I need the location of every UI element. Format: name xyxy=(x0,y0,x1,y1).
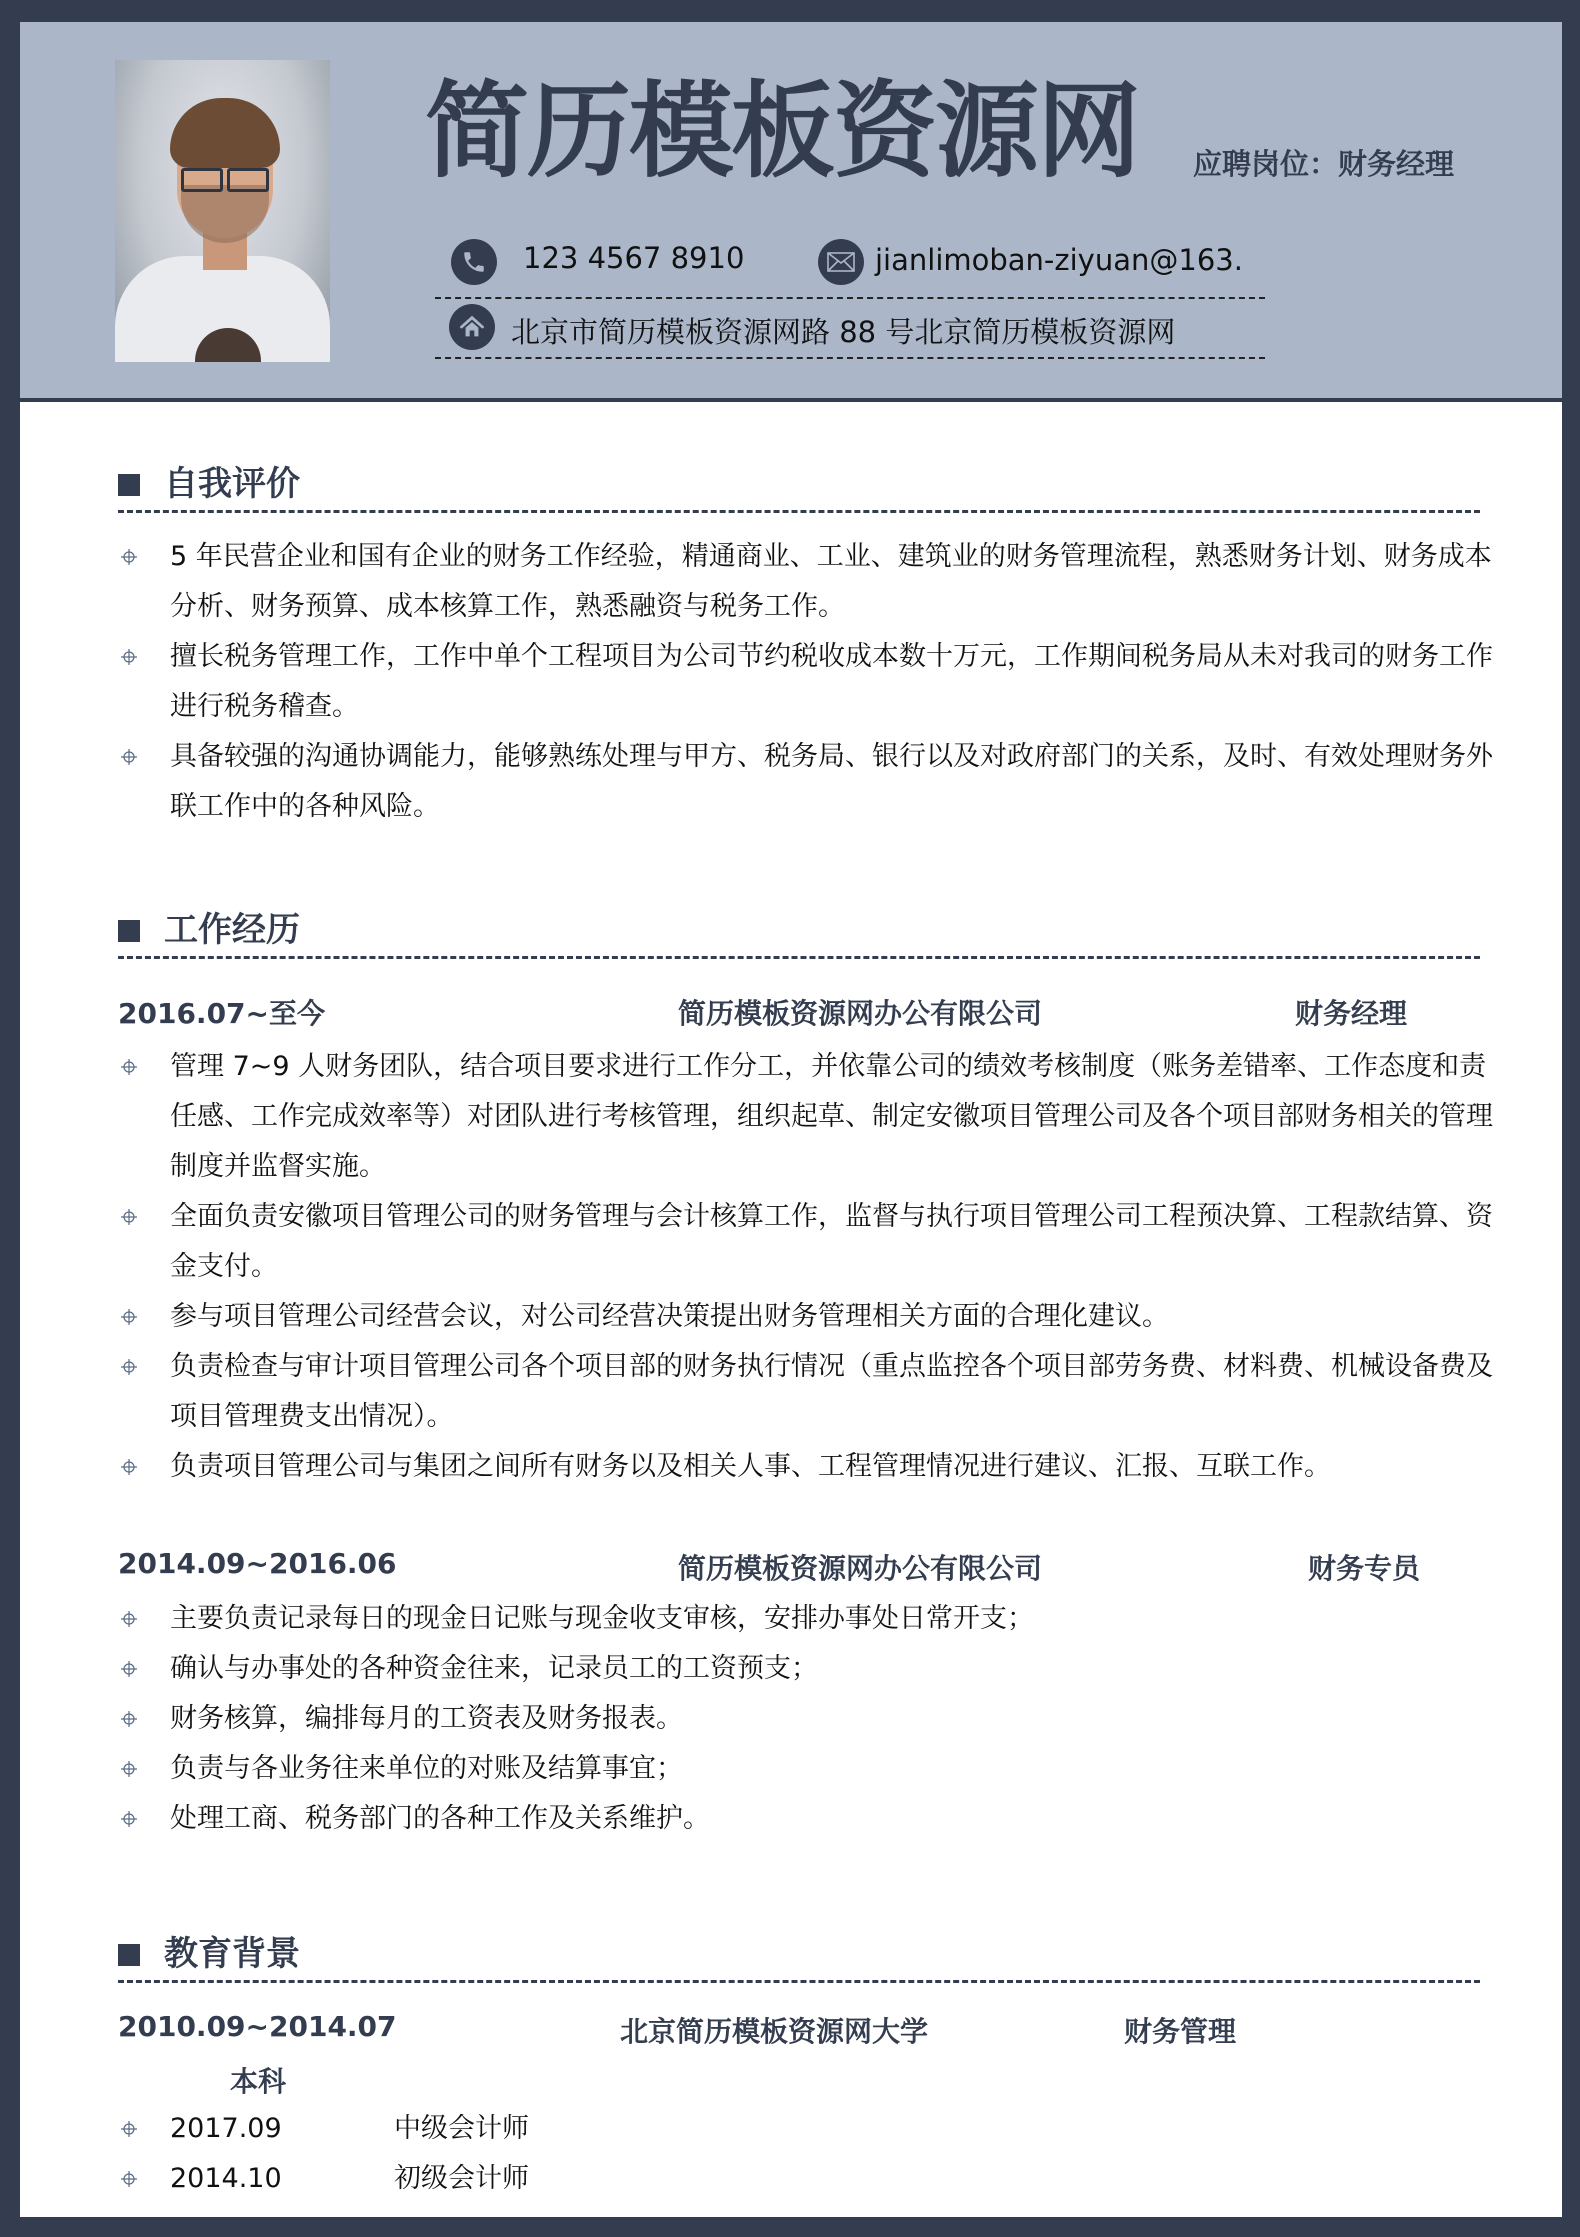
crosshair-bullet-icon xyxy=(120,1760,138,1778)
section-title: 教育背景 xyxy=(164,1934,300,1974)
list-item: 具备较强的沟通协调能力，能够熟练处理与甲方、税务局、银行以及对政府部门的关系，及时、有效处理财务外联工作中的各种风险。 xyxy=(118,732,1498,832)
crosshair-bullet-icon xyxy=(120,748,138,766)
section-square-icon xyxy=(118,920,140,942)
education-entry-header xyxy=(118,2010,1498,2050)
resume-name: 简历模板资源网 xyxy=(425,74,1140,190)
resume-page xyxy=(20,22,1562,2217)
job-company: 简历模板资源网办公有限公司 xyxy=(678,997,1043,1030)
crosshair-bullet-icon xyxy=(120,2120,138,2138)
list-item: 擅长税务管理工作，工作中单个工程项目为公司节约税收成本数十万元，工作期间税务局从未对我司的财务工作进行税务稽查。 xyxy=(118,632,1498,732)
contact-row-2 xyxy=(435,302,1265,359)
home-address: 北京市简历模板资源网路 88 号北京简历模板资源网 xyxy=(511,315,1176,349)
crosshair-bullet-icon xyxy=(120,1208,138,1226)
crosshair-bullet-icon xyxy=(120,1308,138,1326)
crosshair-bullet-icon xyxy=(120,1358,138,1376)
job-entry-header xyxy=(118,992,1498,1032)
crosshair-bullet-icon xyxy=(120,1610,138,1628)
certificate-item xyxy=(118,2154,1498,2204)
certificate-name: 初级会计师 xyxy=(394,2163,529,2194)
list-item: 5 年民营企业和国有企业的财务工作经验，精通商业、工业、建筑业的财务管理流程，熟悉财务计划、财务成本分析、财务预算、成本核算工作，熟悉融资与税务工作。 xyxy=(118,532,1498,632)
list-item: 处理工商、税务部门的各种工作及关系维护。 xyxy=(118,1794,1498,1844)
list-item: 负责检查与审计项目管理公司各个项目部的财务执行情况（重点监控各个项目部劳务费、材料费、机械设备费及项目管理费支出情况）。 xyxy=(118,1342,1498,1442)
list-item: 负责与各业务往来单位的对账及结算事宜； xyxy=(118,1744,1498,1794)
job-position: 财务专员 xyxy=(1308,1552,1421,1585)
certificates-list xyxy=(118,2104,1498,2204)
job-period: 2014.09~2016.06 xyxy=(118,1547,397,1580)
phone-icon xyxy=(451,239,497,285)
contact-row-1 xyxy=(435,237,1265,299)
home-icon xyxy=(449,304,495,350)
certificate-date: 2017.09 xyxy=(170,2113,282,2144)
certificate-item xyxy=(118,2104,1498,2154)
crosshair-bullet-icon xyxy=(120,1660,138,1678)
section-work-experience xyxy=(118,908,1480,959)
section-square-icon xyxy=(118,1944,140,1966)
list-item: 主要负责记录每日的现金日记账与现金收支审核，安排办事处日常开支； xyxy=(118,1594,1498,1644)
certificate-date: 2014.10 xyxy=(170,2163,282,2194)
education-major: 财务管理 xyxy=(1124,2015,1237,2048)
education-school: 北京简历模板资源网大学 xyxy=(620,2015,929,2048)
crosshair-bullet-icon xyxy=(120,1810,138,1828)
education-degree: 本科 xyxy=(230,2065,287,2098)
list-item: 财务核算，编排每月的工资表及财务报表。 xyxy=(118,1694,1498,1744)
section-square-icon xyxy=(118,474,140,496)
job-company: 简历模板资源网办公有限公司 xyxy=(678,1552,1043,1585)
resume-header xyxy=(20,22,1562,402)
email-icon xyxy=(818,239,864,285)
list-item: 负责项目管理公司与集团之间所有财务以及相关人事、工程管理情况进行建议、汇报、互联工作。 xyxy=(118,1442,1498,1492)
crosshair-bullet-icon xyxy=(120,1458,138,1476)
job-duties-list xyxy=(118,1594,1498,1844)
crosshair-bullet-icon xyxy=(120,548,138,566)
certificate-name: 中级会计师 xyxy=(394,2113,529,2144)
list-item: 全面负责安徽项目管理公司的财务管理与会计核算工作，监督与执行项目管理公司工程预决算、工程款结算、资金支付。 xyxy=(118,1192,1498,1292)
list-item: 参与项目管理公司经营会议，对公司经营决策提出财务管理相关方面的合理化建议。 xyxy=(118,1292,1498,1342)
crosshair-bullet-icon xyxy=(120,1710,138,1728)
list-item: 管理 7~9 人财务团队，结合项目要求进行工作分工，并依靠公司的绩效考核制度（账务差错率、工作态度和责任感、工作完成效率等）对团队进行考核管理，组织起草、制定安徽项目管理公司及各个项目部财务相关的管理制度并监督实施。 xyxy=(118,1042,1498,1192)
job-period: 2016.07~至今 xyxy=(118,997,325,1030)
email-address[interactable]: jianlimoban-ziyuan@163. xyxy=(875,243,1243,277)
section-title: 自我评价 xyxy=(164,464,300,504)
job-duties-list xyxy=(118,1042,1498,1492)
crosshair-bullet-icon xyxy=(120,648,138,666)
section-title: 工作经历 xyxy=(164,910,300,950)
section-education xyxy=(118,1932,1480,1983)
education-degree-row xyxy=(118,2060,1498,2100)
education-period: 2010.09~2014.07 xyxy=(118,2010,397,2043)
section-self-evaluation xyxy=(118,462,1480,513)
self-evaluation-list xyxy=(118,532,1498,832)
crosshair-bullet-icon xyxy=(120,2170,138,2188)
profile-photo xyxy=(115,60,330,362)
crosshair-bullet-icon xyxy=(120,1058,138,1076)
job-position: 财务经理 xyxy=(1295,997,1408,1030)
phone-number: 123 4567 8910 xyxy=(523,241,745,275)
job-target: 应聘岗位：财务经理 xyxy=(1193,147,1455,181)
list-item: 确认与办事处的各种资金往来，记录员工的工资预支； xyxy=(118,1644,1498,1694)
job-entry-header xyxy=(118,1547,1498,1587)
